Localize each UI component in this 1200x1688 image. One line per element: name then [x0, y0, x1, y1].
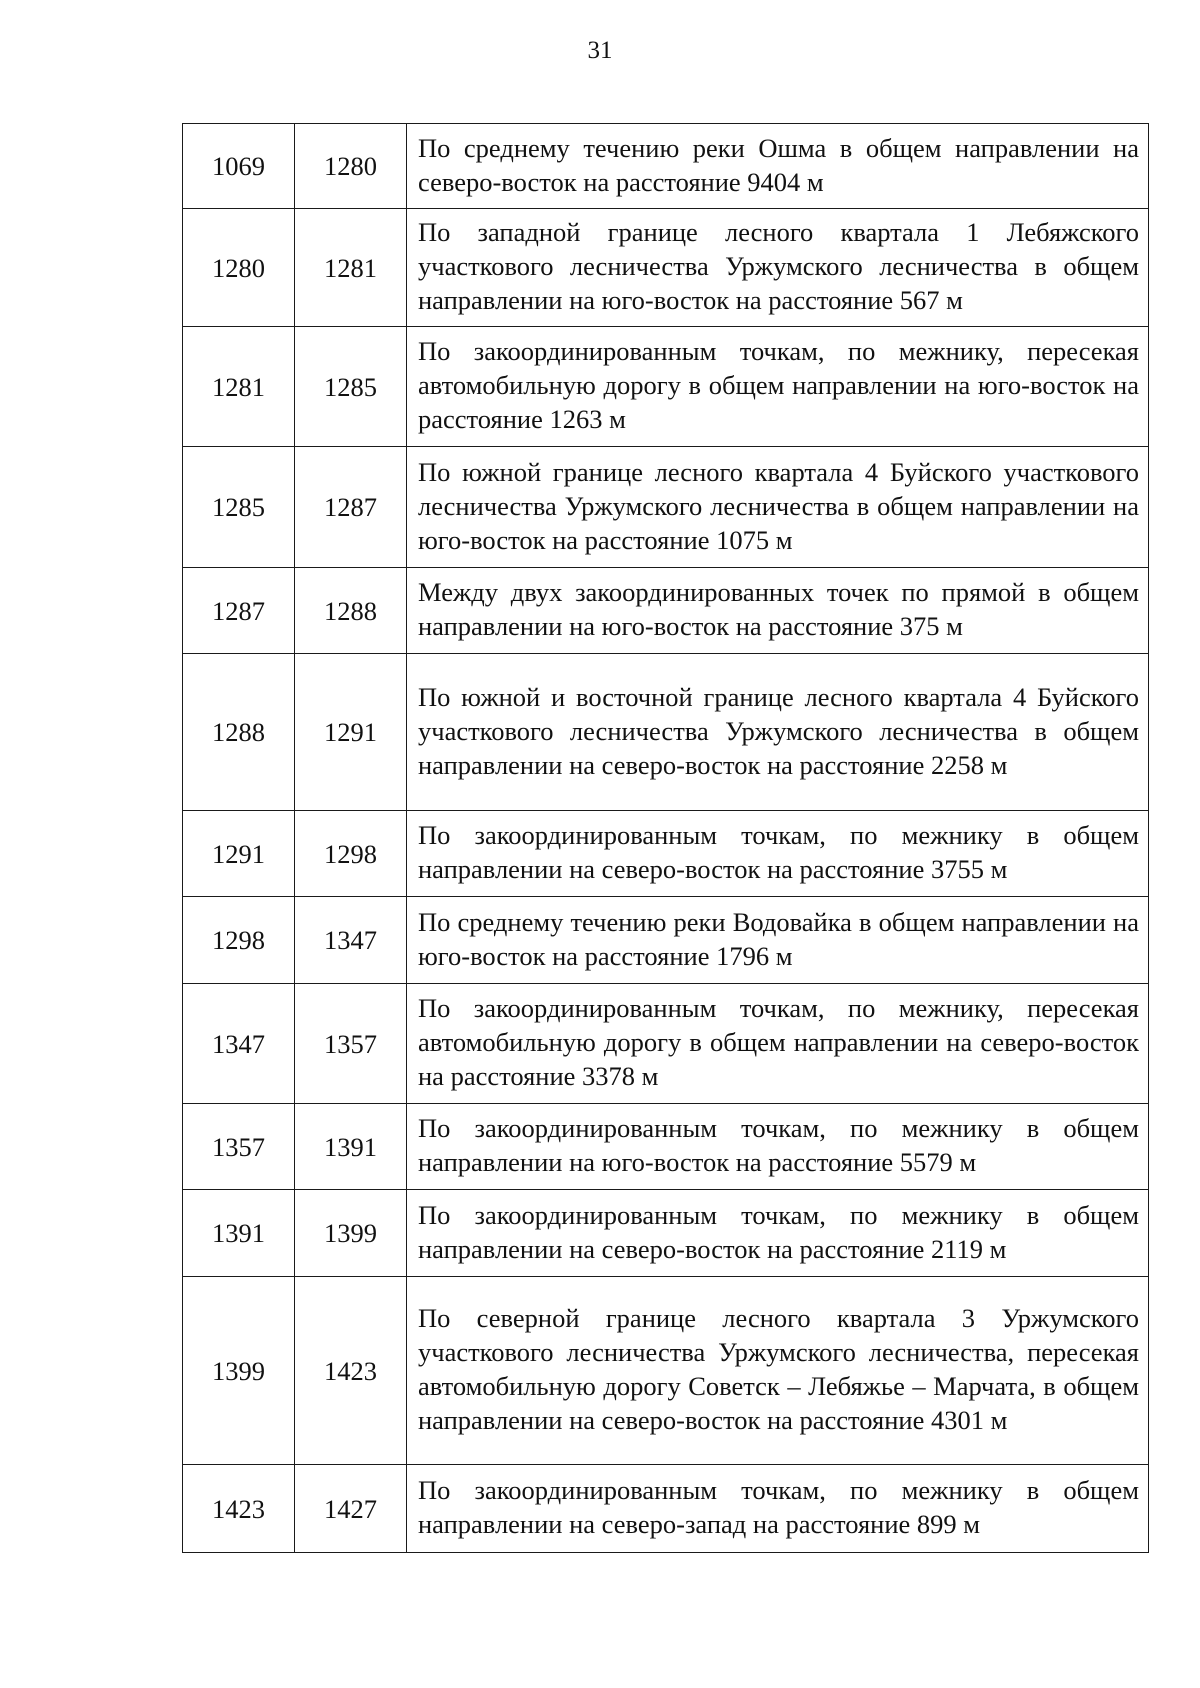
to-point-cell: 1298 — [295, 811, 407, 897]
table-row — [183, 984, 1149, 1104]
description-cell: По закоординированным точкам, по межнику, пересекая автомобильную дорогу в общем направлении на юго-восток на расстояние 1263 м — [407, 327, 1149, 447]
from-point-cell: 1391 — [183, 1190, 295, 1277]
from-point-cell: 1298 — [183, 897, 295, 984]
description-cell: По среднему течению реки Водовайка в общем направлении на юго-восток на расстояние 1796 м — [407, 897, 1149, 984]
description-cell: По закоординированным точкам, по межнику, пересекая автомобильную дорогу в общем направлении на северо-восток на расстояние 3378 м — [407, 984, 1149, 1104]
to-point-cell: 1391 — [295, 1104, 407, 1190]
table-row — [183, 1190, 1149, 1277]
to-point-cell: 1280 — [295, 124, 407, 209]
from-point-cell: 1347 — [183, 984, 295, 1104]
table-row — [183, 1465, 1149, 1553]
table-row — [183, 327, 1149, 447]
table-row — [183, 124, 1149, 209]
to-point-cell: 1281 — [295, 209, 407, 327]
to-point-cell: 1357 — [295, 984, 407, 1104]
to-point-cell: 1399 — [295, 1190, 407, 1277]
from-point-cell: 1281 — [183, 327, 295, 447]
from-point-cell: 1423 — [183, 1465, 295, 1553]
to-point-cell: 1285 — [295, 327, 407, 447]
description-cell: По южной границе лесного квартала 4 Буйского участкового лесничества Уржумского лесничества в общем направлении на юго-восток на расстояние 1075 м — [407, 447, 1149, 568]
from-point-cell: 1357 — [183, 1104, 295, 1190]
from-point-cell: 1291 — [183, 811, 295, 897]
boundary-description-table — [182, 123, 1149, 1553]
description-cell: По закоординированным точкам, по межнику в общем направлении на северо-восток на расстояние 3755 м — [407, 811, 1149, 897]
description-cell: По среднему течению реки Ошма в общем направлении на северо-восток на расстояние 9404 м — [407, 124, 1149, 209]
to-point-cell: 1287 — [295, 447, 407, 568]
description-cell: По закоординированным точкам, по межнику в общем направлении на северо-запад на расстояние 899 м — [407, 1465, 1149, 1553]
description-cell: По закоординированным точкам, по межнику в общем направлении на юго-восток на расстояние 5579 м — [407, 1104, 1149, 1190]
table-body — [183, 124, 1149, 1553]
table-row — [183, 1277, 1149, 1465]
table-row — [183, 1104, 1149, 1190]
description-cell: По южной и восточной границе лесного квартала 4 Буйского участкового лесничества Уржумского лесничества в общем направлении на северо-восток на расстояние 2258 м — [407, 654, 1149, 811]
from-point-cell: 1287 — [183, 568, 295, 654]
description-cell: По закоординированным точкам, по межнику в общем направлении на северо-восток на расстояние 2119 м — [407, 1190, 1149, 1277]
from-point-cell: 1280 — [183, 209, 295, 327]
to-point-cell: 1423 — [295, 1277, 407, 1465]
to-point-cell: 1347 — [295, 897, 407, 984]
to-point-cell: 1427 — [295, 1465, 407, 1553]
to-point-cell: 1291 — [295, 654, 407, 811]
table-row — [183, 209, 1149, 327]
page-number: 31 — [587, 37, 613, 64]
from-point-cell: 1069 — [183, 124, 295, 209]
table-row — [183, 654, 1149, 811]
to-point-cell: 1288 — [295, 568, 407, 654]
table-row — [183, 568, 1149, 654]
table-row — [183, 447, 1149, 568]
description-cell: По западной границе лесного квартала 1 Лебяжского участкового лесничества Уржумского лесничества в общем направлении на юго-восток на расстояние 567 м — [407, 209, 1149, 327]
from-point-cell: 1399 — [183, 1277, 295, 1465]
table-row — [183, 897, 1149, 984]
description-cell: Между двух закоординированных точек по прямой в общем направлении на юго-восток на расстояние 375 м — [407, 568, 1149, 654]
from-point-cell: 1288 — [183, 654, 295, 811]
from-point-cell: 1285 — [183, 447, 295, 568]
table-row — [183, 811, 1149, 897]
description-cell: По северной границе лесного квартала 3 Уржумского участкового лесничества Уржумского лесничества, пересекая автомобильную дорогу Советск – Лебяжье – Марчата, в общем направлении на северо-восток на расстояние 4301 м — [407, 1277, 1149, 1465]
